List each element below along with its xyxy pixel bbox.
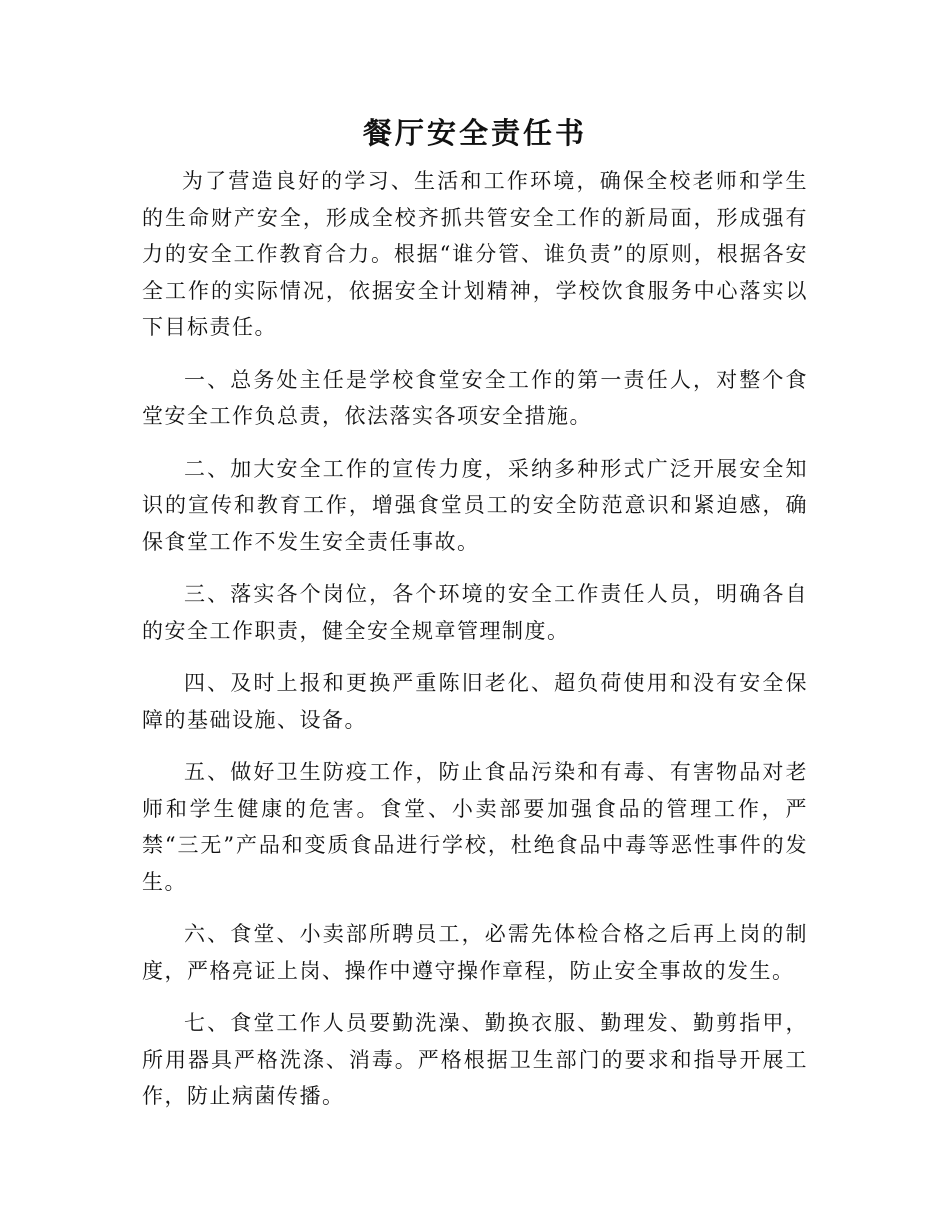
clause-6-paragraph: 六、食堂、小卖部所聘员工，必需先体检合格之后再上岗的制度，严格亮证上岗、操作中遵守操作章程，防止安全事故的发生。 <box>142 922 808 983</box>
clause-1-paragraph: 一、总务处主任是学校食堂安全工作的第一责任人，对整个食堂安全工作负总责，依法落实各项安全措施。 <box>142 367 808 428</box>
clause-3-paragraph: 三、落实各个岗位，各个环境的安全工作责任人员，明确各自的安全工作职责，健全安全规章管理制度。 <box>142 582 808 643</box>
document-title: 餐厅安全责任书 <box>362 116 587 150</box>
clause-7-paragraph: 七、食堂工作人员要勤洗澡、勤换衣服、勤理发、勤剪指甲，所用器具严格洗涤、消毒。严格根据卫生部门的要求和指导开展工作，防止病菌传播。 <box>142 1011 808 1108</box>
document-body <box>142 163 808 1131</box>
intro-paragraph: 为了营造良好的学习、生活和工作环境，确保全校老师和学生的生命财产安全，形成全校齐抓共管安全工作的新局面，形成强有力的安全工作教育合力。根据“谁分管、谁负责”的原则，根据各安全工作的实际情况，依据安全计划精神，学校饮食服务中心落实以下目标责任。 <box>142 169 808 339</box>
clause-4-paragraph: 四、及时上报和更换严重陈旧老化、超负荷使用和没有安全保障的基础设施、设备。 <box>142 671 808 732</box>
clause-5-paragraph: 五、做好卫生防疫工作，防止食品污染和有毒、有害物品对老师和学生健康的危害。食堂、小卖部要加强食品的管理工作，严禁“三无”产品和变质食品进行学校，杜绝食品中毒等恶性事件的发生。 <box>142 760 808 894</box>
clause-2-paragraph: 二、加大安全工作的宣传力度，采纳多种形式广泛开展安全知识的宣传和教育工作，增强食堂员工的安全防范意识和紧迫感，确保食堂工作不发生安全责任事故。 <box>142 456 808 554</box>
